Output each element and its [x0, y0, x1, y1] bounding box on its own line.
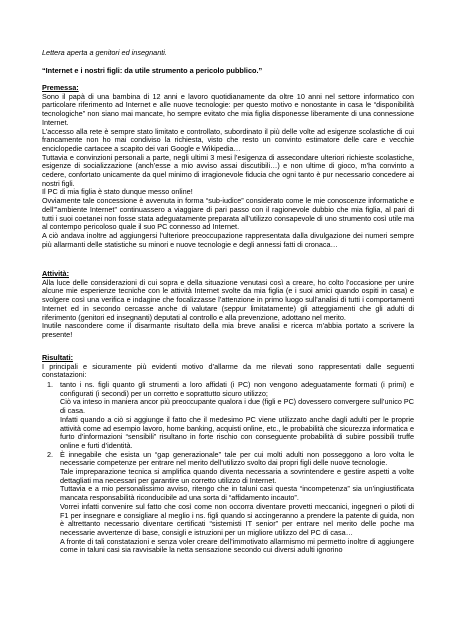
letter-intro: Lettera aperta a genitori ed insegnanti.: [42, 48, 167, 57]
list-item-paragraph: È innegabile che esista un “gap generazionale” tale per cui molti adulti non posseggono a loro volta le necessarie competenze per entrare nel merito dell’utilizzo svolto dai propri figli delle nuove tecnologie.: [60, 449, 414, 468]
premessa-heading: Premessa:: [42, 83, 79, 92]
attivita-paragraph-2: Inutile nascondere come il disarmante risultato della mia breve analisi e ricerca m’abbia portato a scrivere la presente!: [42, 321, 414, 339]
risultati-section: [42, 354, 414, 380]
list-item-paragraph: Tale impreparazione tecnica si amplifica quando diventa necessaria a sovrintendere e gestire aspetti a volte dettagliati ma necessari per garantire un corretto utilizzo di Internet.: [60, 467, 414, 485]
premessa-paragraph-2: L’accesso alla rete è sempre stato limitato e controllato, subordinato il più delle volte ad esigenze scolastiche di cui francamente non ho mai condiviso la richiesta, visto che resto un convinto estimatore delle care e vecchie enciclopedie cartacee a scapito dei vari Google e Wikipedia…: [42, 126, 414, 153]
list-item-number: 1.: [46, 380, 53, 389]
premessa-paragraph-6: A ciò andava inoltre ad aggiungersi l’ulteriore preoccupazione rappresentata dalla divulgazione dei numeri sempre più allarmanti delle statistiche su minori e nuove tecnologie e degli annessi fatti di cronaca…: [42, 230, 414, 249]
premessa-paragraph-3: Tuttavia e convinzioni personali a parte, negli ultimi 3 mesi l’esigenza di assecondare ulteriori richieste scolastiche, esigenze di socializzazione (anch’esse a mio avviso assai discutibili…) e non ultime di gioco, m’ha convinto a cedere, confortato unicamente da quel minimo di irragionevole fiducia che ogni tanto è pur necessario concedere ai nostri figli.: [42, 152, 414, 188]
premessa-paragraph-1: Sono il papà di una bambina di 12 anni e lavoro quotidianamente da oltre 10 anni nel settore informatico con particolare riferimento ad Internet e alle nuove tecnologie: per questo motivo e nonostante in casa le “disponibilità tecnologiche” non siano mai mancate, ho sempre evitato che mia figlia disponesse liberamente di una connessione Internet.: [42, 91, 414, 127]
risultati-intro: I principali e sicuramente più evidenti motivo d’allarme da me rilevati sono rappresentati dalle seguenti constatazioni:: [42, 361, 414, 380]
list-item-paragraph: Ciò va inteso in maniera ancor più preoccupante qualora i due (figli e PC) dovessero convergere sull’unico PC di casa.: [60, 397, 414, 416]
premessa-section: [42, 84, 414, 249]
list-item-paragraph: Vorrei infatti convenire sul fatto che così come non occorra diventare provetti meccanici, ingegneri o piloti di F1 per insegnare e consigliare al meglio i ns. figli quando si accingeranno a prendere la patente di guida, non è altrettanto necessario diventare certificati “sistemisti IT senior” per entrare nel merito delle poche ma necessarie avvertenze di base, consigli e istruzioni per un migliore utilizzo del PC di casa…: [60, 501, 414, 537]
list-item-number: 2.: [46, 449, 53, 459]
attivita-section: [42, 270, 414, 340]
list-item: [42, 381, 414, 398]
list-item-paragraph: Infatti quando a ciò si aggiunge il fatto che il medesimo PC viene utilizzato anche dagli adulti per le proprie attività come ad esempio lavoro, home banking, acquisti online, etc., le probabilità che sicurezza informatica e furto d’informazioni “sensibili” risultano in forte rischio con conseguente probabilità di subire possibili truffe online e furti d’identità.: [60, 414, 414, 450]
letter-title: “Internet e i nostri figli: da utile strumento a pericolo pubblico.”: [42, 66, 263, 75]
attivita-paragraph-1: Alla luce delle considerazioni di cui sopra e della situazione venutasi così a creare, ho colto l’occasione per unire alcune mie esperienze tecniche con le attività Internet svolte da mia figlia (e i suoi amici quando ospiti in casa) e svolgere così una verifica e indagine che focalizzasse l’attenzione in primo luogo sull’analisi di tutti i comportamenti Internet ed in secondo cercasse anche di valutare (seppur limitatamente) gli atteggiamenti che gli adulti di riferimento (genitori ed insegnanti) deputati al controllo e alla prevenzione, adottano nel merito.: [42, 277, 414, 322]
premessa-paragraph-5: Ovviamente tale concessione è avvenuta in forma “sub-iudice” considerato come le mie conoscenze informatiche e dell’”ambiente Internet” continuassero a viaggiare di pari passo con il ragionevole dubbio che mia figlia, al pari di tutti i suoi coetanei non fosse stata adeguatamente preparata all’utilizzo consapevole di uno strumento così utile ma al contempo pericoloso quale il suo PC connesso ad Internet.: [42, 196, 414, 232]
list-item-paragraph: tanto i ns. figli quanto gli strumenti a loro affidati (i PC) non vengono adeguatamente formati (i primi) e configurati (i secondi) per un corretto e soprattutto sicuro utilizzo;: [60, 380, 414, 398]
attivita-heading: Attività:: [42, 269, 69, 278]
risultati-heading: Risultati:: [42, 353, 74, 362]
premessa-paragraph-4: Il PC di mia figlia è stato dunque messo online!: [42, 187, 193, 197]
list-item-paragraph: A fronte di tali constatazioni e senza voler creare dell’immotivato allarmismo mi permetto inoltre di aggiungere come in taluni casi sia ravvisabile la netta sensazione secondo cui diversi adulti ignorino: [60, 536, 414, 555]
list-item-paragraph: Tuttavia e a mio personalissimo avviso, ritengo che in taluni casi questa “incompetenza” sia un’ingiustificata mancata responsabilità riconducibile ad una sorta di “affidamento incauto”.: [60, 484, 414, 503]
results-list: [42, 381, 414, 555]
list-item: [42, 451, 414, 468]
